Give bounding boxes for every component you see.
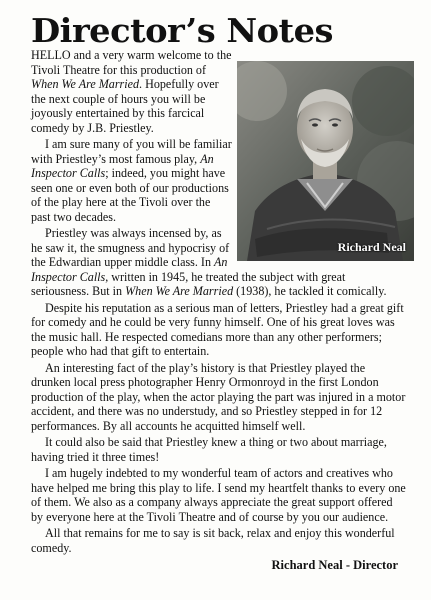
- paragraph-1: HELLO and a very warm welcome to the Tivoli Theatre for this production of When We Are Married. Hopefully over the next couple of hours you will be joyously entertained by this farcical comedy by J.B. Priestley.: [31, 48, 232, 135]
- paragraph-4: Despite his reputation as a serious man of letters, Priestley had a great gift for comedy and he could be very funny himself. One of his great loves was the music hall. He respected comedians more than any other performers; people who had that gift to entertain.: [31, 300, 404, 358]
- paragraph-8: All that remains for me to say is sit back, relax and enjoy this wonderful comedy.: [31, 526, 395, 555]
- paragraph-5: An interesting fact of the play’s history is that Priestley played the drunken local press photographer Henry Ormonroyd in the first London production of the play, when the actor playing the part was injured in a motor accident, and there was no understudy, and so Priestley stepped in for 12 performances. By all accounts he acquitted himself well.: [31, 360, 406, 433]
- paragraph-6: It could also be said that Priestley knew a thing or two about marriage, having tried it three times!: [31, 435, 387, 464]
- paragraph-3: Priestley was always incensed by, as he saw it, the smugness and hypocrisy of the Edwardian upper middle class. In An Inspector Calls, written in 1945, he treated the subject with great seriousness. But in When We Are Married (1938), he tackled it comically.: [31, 226, 387, 298]
- paragraph-2: I am sure many of you will be familiar with Priestley’s most famous play, An Inspector Calls; indeed, you might have seen one or even both of our productions of the play here at the Tivoli over the past two decades.: [31, 137, 232, 224]
- paragraph-7: I am hugely indebted to my wonderful team of actors and creatives who have helped me bring this play to life. I send my heartfelt thanks to every one of them. We also as a company always appreciate the great support offered by everyone here at the Tivoli Theatre and of course by you our audience.: [31, 466, 406, 524]
- page-title: Director’s Notes: [31, 11, 333, 50]
- notes-body: [31, 48, 406, 557]
- signature: Richard Neal - Director: [271, 558, 398, 572]
- photo-caption: Richard Neal: [337, 240, 406, 254]
